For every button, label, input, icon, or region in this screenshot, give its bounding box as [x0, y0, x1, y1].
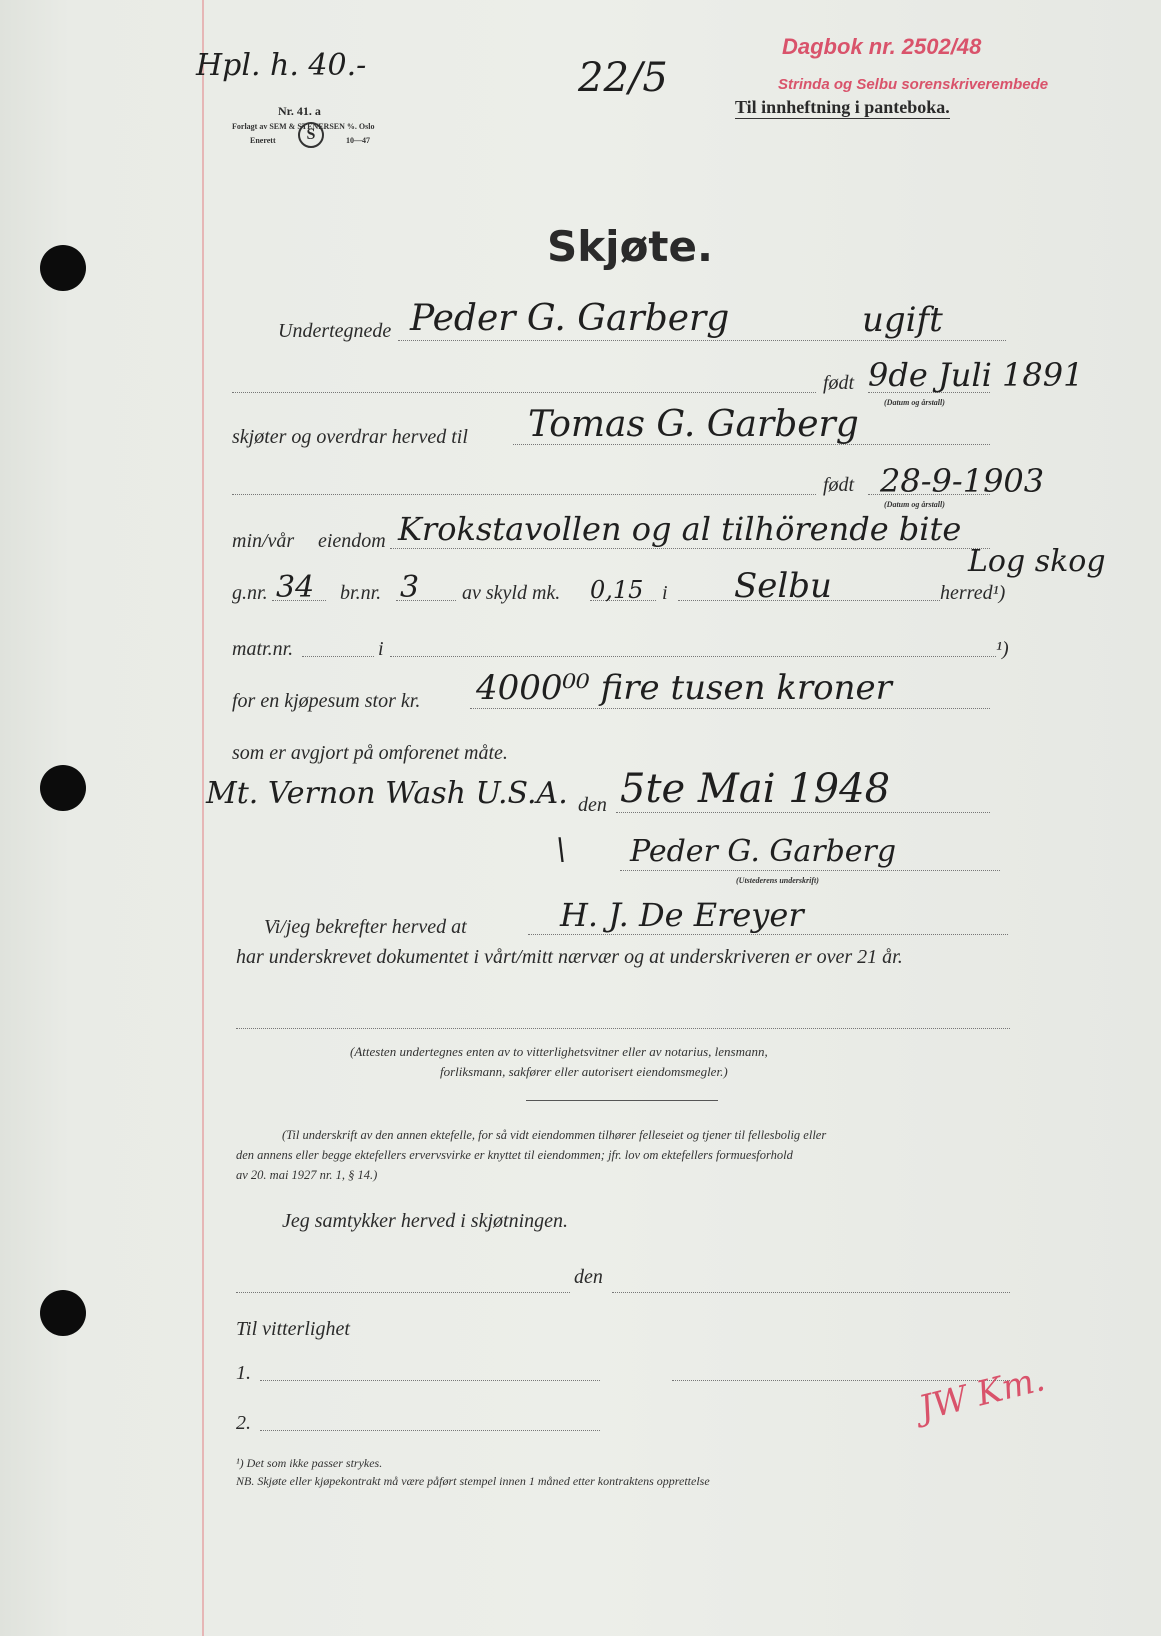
punch-hole-middle: [40, 765, 86, 811]
matr-label: matr.nr.: [232, 638, 294, 660]
consent-text: Jeg samtykker herved i skjøtningen.: [282, 1210, 569, 1232]
buyer-datum-hint: (Datum og årstall): [884, 500, 945, 509]
matr-paren-mark: ¹): [996, 638, 1009, 660]
gnr-value: 34: [276, 570, 315, 605]
form-number: Nr. 41. a: [278, 104, 321, 118]
seller-status: ugift: [862, 300, 943, 340]
underskrevet-text: har underskrevet dokumentet i vårt/mitt nærvær og at underskriveren er over 21 år.: [236, 946, 903, 968]
den-label: den: [578, 794, 607, 816]
check-mark: \: [556, 832, 567, 867]
buyer-fodt-label: født: [823, 474, 855, 496]
attest-note-line1: (Attesten undertegnes enten av to vitterlighetsvitner eller av notarius, lensmann,: [350, 1044, 768, 1059]
spouse-note-line2: den annens eller begge ektefellers ervervsvirke er knyttet til eiendommen; jfr. lov om ektefellers formuesforhold: [236, 1148, 793, 1162]
price-value: 4000⁰⁰ fire tusen kroner: [476, 668, 892, 708]
signature-hint: (Utstederens underskrift): [736, 876, 819, 885]
publisher-line: Forlagt av SEM & STENERSEN %. Oslo: [232, 122, 375, 131]
seller-fodt-label: født: [823, 372, 855, 394]
kjopesum-label: for en kjøpesum stor kr.: [232, 690, 421, 712]
stamp-journal-number: Dagbok nr. 2502/48: [782, 34, 982, 59]
seller-name: Peder G. Garberg: [410, 298, 730, 339]
avgjort-text: som er avgjort på omforenet måte.: [232, 742, 508, 764]
brnr-label: br.nr.: [340, 582, 382, 604]
vitterlighet-label: Til vitterlighet: [236, 1318, 350, 1340]
punch-hole-bottom: [40, 1290, 86, 1336]
seller-signature: Peder G. Garberg: [630, 834, 897, 869]
footnote-1: ¹) Det som ikke passer strykes.: [236, 1456, 383, 1470]
date-mark: 22/5: [578, 55, 668, 101]
footnote-2: NB. Skjøte eller kjøpekontrakt må være påført stempel innen 1 måned etter kontraktens opprettelse: [236, 1474, 710, 1488]
min-var-label: min/vår: [232, 530, 295, 552]
publisher-year: 10—47: [346, 136, 370, 145]
stamp-court-name: Strinda og Selbu sorenskriverembede: [778, 76, 1049, 93]
herred-label: herred¹): [940, 582, 1006, 604]
municipality: Selbu: [734, 566, 832, 606]
witness-2-label: 2.: [236, 1412, 251, 1434]
red-initials: JW Km.: [915, 1359, 1049, 1429]
signing-date: 5te Mai 1948: [620, 766, 891, 812]
binding-note: Til innheftning i panteboka.: [735, 97, 950, 117]
buyer-birth-date: 28-9-1903: [880, 462, 1045, 500]
matr-i-label: i: [378, 638, 384, 660]
witness-signature: H. J. De Ereyer: [560, 896, 804, 934]
brnr-value: 3: [400, 570, 420, 605]
skyld-label: av skyld mk.: [462, 582, 561, 604]
seller-birth-date: 9de Juli 1891: [868, 356, 1084, 394]
document-title: Skjøte.: [547, 222, 713, 271]
property-name: Krokstavollen og al tilhörende bite: [398, 510, 962, 548]
undertegnede-label: Undertegnede: [278, 320, 392, 342]
skyld-value: 0,15: [590, 576, 644, 604]
property-extra: Log skog: [968, 544, 1106, 579]
signing-place: Mt. Vernon Wash U.S.A.: [206, 776, 568, 811]
witness-1-label: 1.: [236, 1362, 251, 1384]
seller-datum-hint: (Datum og årstall): [884, 398, 945, 407]
punch-hole-top: [40, 245, 86, 291]
buyer-name: Tomas G. Garberg: [528, 404, 859, 445]
spouse-note-line3: av 20. mai 1927 nr. 1, § 14.): [236, 1168, 378, 1182]
publisher-logo-icon: S: [298, 122, 324, 148]
note-top-left: Hpl. h. 40.-: [196, 48, 367, 83]
vi-jeg-label: Vi/jeg bekrefter herved at: [264, 916, 467, 938]
attest-note-line2: forliksmann, sakfører eller autorisert eiendomsmegler.): [440, 1064, 728, 1079]
skjoter-label: skjøter og overdrar herved til: [232, 426, 468, 448]
eiendom-label: eiendom: [318, 530, 386, 552]
gnr-label: g.nr.: [232, 582, 268, 604]
publisher-enerett: Enerett: [250, 136, 276, 145]
consent-den-label: den: [574, 1266, 603, 1288]
red-margin-line: [202, 0, 204, 1636]
spouse-note-line1: (Til underskrift av den annen ektefelle, for så vidt eiendommen tilhører felleseiet og tjener til fellesbolig eller: [282, 1128, 827, 1142]
skyld-i-label: i: [662, 582, 668, 604]
